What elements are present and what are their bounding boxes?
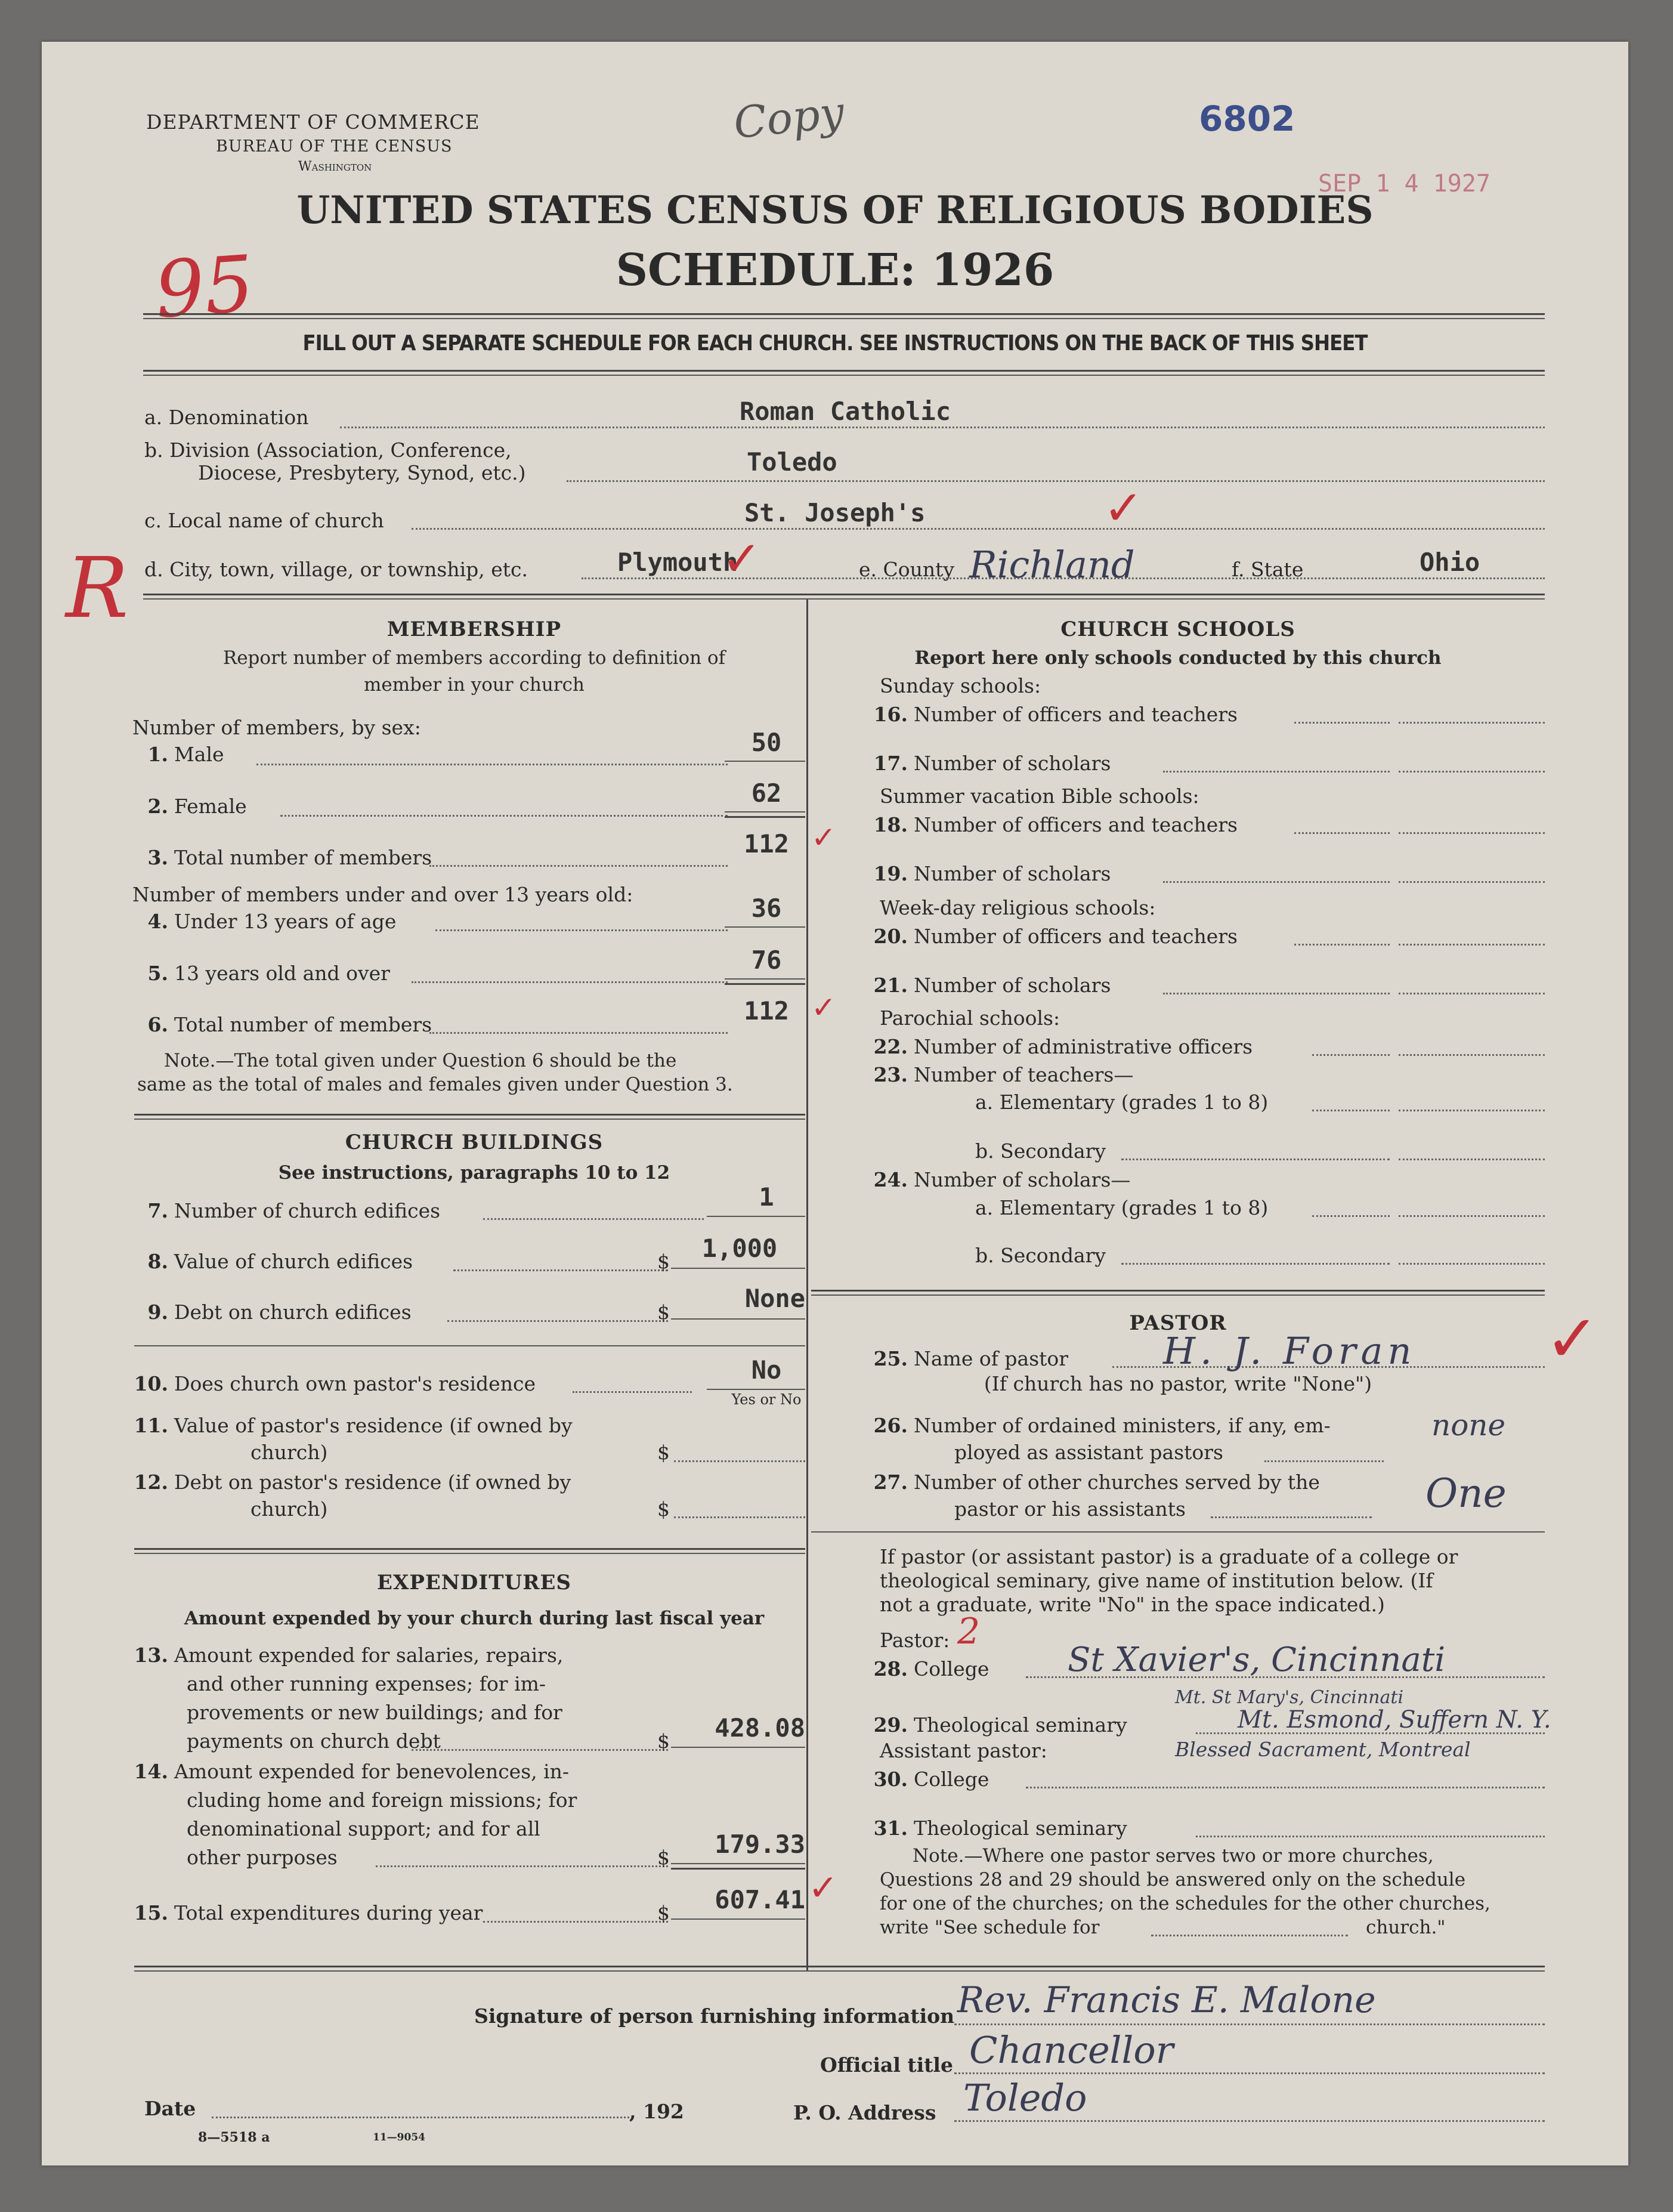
pastor-seminary-value-a[interactable]: Mt. St Mary's, Cincinnati xyxy=(1175,1687,1404,1708)
assistant-subheading: Assistant pastor: xyxy=(880,1739,1047,1762)
form-title: UNITED STATES CENSUS OF RELIGIOUS BODIES xyxy=(296,188,1374,233)
by-age-label: Number of members under and over 13 years old: xyxy=(132,883,633,906)
print-code: 11—9054 xyxy=(373,2131,425,2143)
address-label: P. O. Address xyxy=(793,2101,936,2124)
answer-line xyxy=(671,1318,805,1320)
dotted-leader xyxy=(256,764,728,765)
pastor-seminary-value-b[interactable]: Mt. Esmond, Suffern N. Y. xyxy=(1238,1706,1551,1734)
residence-value-label: Value of pastor's residence (if owned by xyxy=(174,1414,573,1437)
county-label: e. County xyxy=(859,558,955,581)
rule xyxy=(811,1531,1545,1533)
division-line xyxy=(567,480,1545,482)
teachers-secondary-label: b. Secondary xyxy=(975,1139,1106,1163)
vacation-officers-label: Number of officers and teachers xyxy=(914,813,1238,836)
answer-line xyxy=(707,1389,805,1390)
date-year-prefix: , 192 xyxy=(629,2100,684,2123)
rule xyxy=(134,1114,805,1116)
residence-value-label-cont: church) xyxy=(251,1441,328,1464)
dotted-leader xyxy=(954,2023,1545,2025)
expenditures-intro: Amount expended by your church during last fiscal year xyxy=(184,1608,765,1629)
pastor-note: Questions 28 and 29 should be answered only on the schedule xyxy=(880,1869,1466,1890)
assistant-college-field[interactable] xyxy=(1026,1787,1545,1788)
county-value[interactable]: Richland xyxy=(969,543,1135,586)
dotted-leader xyxy=(1211,1516,1372,1518)
date-field[interactable] xyxy=(212,2117,629,2118)
running-expenses-label-cont: provements or new buildings; and for xyxy=(187,1701,562,1724)
address-value[interactable]: Toledo xyxy=(963,2076,1087,2120)
weekday-scholars-field[interactable] xyxy=(1399,993,1545,994)
by-sex-label: Number of members, by sex: xyxy=(132,716,421,739)
vacation-scholars-field[interactable] xyxy=(1399,881,1545,883)
margin-r-mark: R xyxy=(66,540,129,637)
sunday-scholars-field[interactable] xyxy=(1399,771,1545,773)
dotted-leader xyxy=(280,815,728,817)
dotted-leader xyxy=(429,1032,728,1034)
rule xyxy=(143,375,1545,376)
scholars-secondary-label: b. Secondary xyxy=(975,1244,1106,1267)
scholars-elementary-label: a. Elementary (grades 1 to 8) xyxy=(975,1196,1269,1219)
dollar-sign: $ xyxy=(657,1300,670,1324)
denomination-value[interactable]: Roman Catholic xyxy=(740,397,951,426)
sunday-officers-field[interactable] xyxy=(1399,722,1545,724)
rule xyxy=(143,318,1545,319)
yes-no-hint: Yes or No xyxy=(731,1391,802,1408)
benevolences-label-cont: cluding home and foreign missions; for xyxy=(187,1788,577,1812)
other-churches-label-cont: pastor or his assistants xyxy=(954,1497,1186,1521)
sum-line xyxy=(725,983,805,985)
sum-line xyxy=(671,1868,805,1870)
answer-line xyxy=(725,761,805,762)
dollar-sign: $ xyxy=(657,1441,670,1464)
membership-note: same as the total of males and females given under Question 3. xyxy=(137,1074,733,1095)
sum-line xyxy=(725,816,805,818)
answer-line xyxy=(671,1747,805,1748)
signature-value[interactable]: Rev. Francis E. Malone xyxy=(957,1979,1376,2021)
residence-debt-label: Debt on pastor's residence (if owned by xyxy=(174,1470,571,1494)
dotted-leader xyxy=(435,929,728,931)
assistant-count-value[interactable]: none xyxy=(1431,1408,1506,1442)
teachers-elementary-field[interactable] xyxy=(1399,1110,1545,1111)
vacation-schools-label: Summer vacation Bible schools: xyxy=(880,784,1199,808)
pastor-title: PASTOR xyxy=(1129,1311,1227,1335)
female-label: Female xyxy=(174,795,247,818)
church-name-label: c. Local name of church xyxy=(144,509,384,532)
male-label: Male xyxy=(174,743,224,766)
total-members-value[interactable]: 112 xyxy=(744,829,789,858)
city-value[interactable]: Plymouth xyxy=(617,548,738,577)
pastor-note: Note.—Where one pastor serves two or more churches, xyxy=(913,1845,1434,1867)
dotted-leader xyxy=(447,1320,668,1322)
pastor-seminary-label: Theological seminary xyxy=(914,1713,1127,1737)
teachers-elementary-label: a. Elementary (grades 1 to 8) xyxy=(975,1090,1269,1114)
date-stamp: SEP 1 4 1927 xyxy=(1318,170,1490,197)
other-churches-value[interactable]: One xyxy=(1425,1470,1507,1516)
assistant-count-label-cont: ployed as assistant pastors xyxy=(954,1441,1223,1464)
dotted-leader xyxy=(483,1218,704,1220)
owns-residence-value[interactable]: No xyxy=(751,1355,782,1385)
sunday-scholars-label: Number of scholars xyxy=(914,752,1111,775)
running-expenses-label-cont: and other running expenses; for im- xyxy=(187,1672,546,1695)
dotted-leader xyxy=(954,2120,1545,2122)
expenditures-title: EXPENDITURES xyxy=(377,1571,571,1595)
total-expenditures-value[interactable]: 607.41 xyxy=(715,1885,805,1914)
date-label: Date xyxy=(144,2097,196,2120)
check-mark: ✓ xyxy=(1103,480,1144,536)
dotted-leader xyxy=(483,1921,668,1923)
pastor-college-label: College xyxy=(914,1657,989,1680)
dotted-leader xyxy=(1121,1158,1390,1160)
check-mark: ✓ xyxy=(722,531,762,586)
parochial-admins-label: Number of administrative officers xyxy=(914,1035,1253,1058)
edifices-count-value[interactable]: 1 xyxy=(759,1182,774,1212)
form-code: 8—5518 a xyxy=(198,2130,270,2145)
rule xyxy=(134,1345,805,1346)
official-title-label: Official title xyxy=(820,2053,953,2077)
dollar-sign: $ xyxy=(657,1250,670,1273)
see-schedule-field[interactable] xyxy=(1151,1935,1348,1936)
running-expenses-value[interactable]: 428.08 xyxy=(715,1713,805,1743)
edifices-debt-value[interactable]: None xyxy=(744,1284,805,1313)
pastor-name-label: Name of pastor xyxy=(914,1347,1069,1370)
male-value[interactable]: 50 xyxy=(751,728,782,757)
schools-intro: Report here only schools conducted by this church xyxy=(914,647,1442,669)
dotted-leader xyxy=(412,1749,668,1751)
church-name-line xyxy=(412,528,1545,530)
under-13-value[interactable]: 36 xyxy=(751,894,782,923)
rule xyxy=(811,1290,1545,1292)
assistant-count-label: Number of ordained ministers, if any, em- xyxy=(914,1414,1331,1437)
assistant-seminary-field[interactable] xyxy=(1196,1836,1545,1837)
parochial-teachers-label: Number of teachers— xyxy=(914,1063,1134,1086)
weekday-officers-field[interactable] xyxy=(1399,944,1545,946)
dollar-sign: $ xyxy=(657,1846,670,1869)
pastor-subheading: Pastor: xyxy=(880,1629,950,1652)
rule xyxy=(143,370,1545,372)
edifices-count-label: Number of church edifices xyxy=(174,1199,441,1222)
membership-note: Note.—The total given under Question 6 should be the xyxy=(164,1050,677,1071)
pastor-note: write "See schedule for xyxy=(880,1917,1100,1938)
denomination-line xyxy=(340,427,1545,428)
pastor-note: church." xyxy=(1366,1917,1446,1938)
answer-line xyxy=(671,1918,805,1920)
graduate-instruction: theological seminary, give name of institution below. (If xyxy=(880,1569,1433,1592)
division-value[interactable]: Toledo xyxy=(747,447,837,477)
rule xyxy=(134,1553,805,1554)
total-members-age-label: Total number of members xyxy=(174,1013,432,1036)
vacation-officers-field[interactable] xyxy=(1399,832,1545,834)
dotted-leader xyxy=(429,865,728,867)
dotted-leader xyxy=(1121,1263,1390,1265)
answer-line xyxy=(725,978,805,980)
dotted-leader xyxy=(1312,1110,1390,1111)
dollar-sign: $ xyxy=(657,1729,670,1753)
membership-title: MEMBERSHIP xyxy=(386,617,562,641)
dotted-leader xyxy=(1294,944,1390,946)
bureau-name: BUREAU OF THE CENSUS xyxy=(216,137,453,156)
sunday-officers-label: Number of officers and teachers xyxy=(914,703,1238,726)
division-label: b. Division (Association, Conference, xyxy=(144,438,512,462)
answer-line xyxy=(725,926,805,928)
residence-debt-field[interactable] xyxy=(674,1516,805,1518)
city-line xyxy=(582,577,1545,579)
assistant-college-label: College xyxy=(914,1768,989,1791)
division-label-cont: Diocese, Presbytery, Synod, etc.) xyxy=(198,461,526,484)
check-mark: ✓ xyxy=(1545,1300,1600,1377)
dotted-leader xyxy=(573,1391,692,1393)
over-13-value[interactable]: 76 xyxy=(751,946,782,975)
rule xyxy=(134,1966,1545,1967)
buildings-intro: See instructions, paragraphs 10 to 12 xyxy=(278,1162,670,1184)
weekday-officers-label: Number of officers and teachers xyxy=(914,925,1238,948)
rule xyxy=(811,1295,1545,1296)
signature-label: Signature of person furnishing information xyxy=(474,2004,955,2028)
benevolences-value[interactable]: 179.33 xyxy=(715,1830,805,1859)
dotted-leader xyxy=(412,981,728,983)
rule xyxy=(134,1119,805,1120)
copy-note: Copy xyxy=(731,86,847,149)
pastor-note: for one of the churches; on the schedules for the other churches, xyxy=(880,1893,1490,1914)
pastor-mark: 2 xyxy=(957,1611,981,1652)
dotted-leader xyxy=(954,2072,1545,2074)
census-schedule-sheet: DEPARTMENT OF COMMERCE BUREAU OF THE CENSUS Washington Copy 6802 SEP 1 4 1927 95 UNITED STATES CENSUS OF RELIGIOUS BODIES SCHEDULE: 1926 FILL OUT A SEPARATE SCHEDULE FOR EACH CHURCH. SEE INSTRUCTIONS ON THE BACK OF THIS SHEET a. Denomination Roman Catholic b. Division (Association, Conference, Diocese, Presbytery, Synod, etc.) Toledo c. Local name of church St. Joseph's ✓ d. City, town, village, or township, etc. Plymouth ✓ e. County Richland f. State Ohio R MEMBERSHIP Report number of members according to definition of member in your church Number of members, by sex: 1. Male 50 2. Female 62 3. Total number of members 112 ✓ Number of members under and over 13 years old: 4. Under 13 years of age 36 5. 13 years old and over 76 6. Total number of members 112 ✓ Note.—The total given under Question 6 should be the same as the total of males and females given under Question 3. CHURCH BUILDINGS See instructions, paragraphs 10 to 12 7. Number of church edifices 1 8. Value of church edifices $ 1,000 9. Debt on church edifices $ None 10. Does church own pastor's residence No Yes or No 11. Value of pastor's residence (if owned by church) $ 12. Debt on pastor's residence (if owned by church) $ EXPENDITURES Amount expended by your church during last fiscal year 13. Amount expended for salaries, repairs, and other running expenses; for im- provements or new buildings; and for payments on church debt $ 428.08 14. Amount expended for benevolences, in- cluding home and foreign missions; for denominational support; and for all other purposes $ 179.33 15. Total expenditures during year $ 607.41 ✓ CHURCH SCHOOLS Report here only schools conducted by this church Sunday schools: 16. Number of officers and teachers 17. Number of scholars Summer vacation Bible schools: 18. Number of officers and teachers 19. Number of scholars Week-day religious schools: 20. Number of officers and teachers 21. Number of scholars Parochial schools: 22. Number of administrative officers 23. Number of teachers— a. Elementary (grades 1 to 8) b. Secondary 24. Number of scholars— a. Elementary (grades 1 to 8) b. Secondary PASTOR 25. Name of pastor H. J. Foran ✓ (If church has no pastor, write "None") 26. Number of ordained ministers, if any, em- ployed as assistant pastors none 27. Number of other churches served by the pastor or his assistants One If pastor (or assistant pastor) is a graduate of a college or theological seminary, give name of institution below. (If not a graduate, write "No" in the space indicated.) Pastor: 2 28. College St Xavier's, Cincinnati Mt. St Mary's, Cincinnati 29. Theological seminary Mt. Esmond, Suffern N. Y. Blessed Sacrament, Montreal Assistant pastor: 30. College 31. Theological seminary Note.—Where one pastor serves two or more churches, Questions 28 and 29 should be answered only on the schedule for one of the churches; on the schedules for the other churches, write "See schedule for church." Signature of person furnishing information Rev. Francis E. Malone Official title Chancellor P. O. Address Toledo Date , 192 8—5518 a 11—9054 xyxy=(42,42,1628,2165)
state-value[interactable]: Ohio xyxy=(1420,548,1480,577)
over-13-label: 13 years old and over xyxy=(174,962,390,985)
department-name: DEPARTMENT OF COMMERCE xyxy=(146,110,480,134)
serial-number: 6802 xyxy=(1199,98,1295,139)
weekday-schools-label: Week-day religious schools: xyxy=(880,896,1156,919)
membership-intro: member in your church xyxy=(364,674,585,696)
dotted-leader xyxy=(1294,832,1390,834)
dotted-leader xyxy=(1312,1215,1390,1217)
dotted-leader xyxy=(453,1269,668,1271)
dollar-sign: $ xyxy=(657,1901,670,1924)
edifices-debt-label: Debt on church edifices xyxy=(174,1300,412,1324)
answer-line xyxy=(671,1268,805,1269)
pastor-seminary-value-c[interactable]: Blessed Sacrament, Montreal xyxy=(1175,1738,1471,1761)
column-divider xyxy=(806,600,808,1972)
form-instruction: FILL OUT A SEPARATE SCHEDULE FOR EACH CHURCH. SEE INSTRUCTIONS ON THE BACK OF THIS SHEET xyxy=(302,331,1368,356)
residence-debt-label-cont: church) xyxy=(251,1497,328,1521)
answer-line xyxy=(707,1216,805,1217)
pastor-college-value[interactable]: St Xavier's, Cincinnati xyxy=(1068,1641,1446,1679)
schools-title: CHURCH SCHOOLS xyxy=(1060,617,1295,641)
edifices-value-value[interactable]: 1,000 xyxy=(701,1234,778,1263)
dotted-leader xyxy=(1294,722,1390,724)
form-subtitle: SCHEDULE: 1926 xyxy=(616,245,1054,296)
dotted-leader xyxy=(1264,1460,1384,1462)
pastor-name-hint: (If church has no pastor, write "None") xyxy=(984,1372,1372,1395)
parochial-admins-field[interactable] xyxy=(1399,1054,1545,1056)
scholars-elementary-field[interactable] xyxy=(1399,1215,1545,1217)
graduate-instruction: If pastor (or assistant pastor) is a graduate of a college or xyxy=(880,1545,1458,1568)
dotted-leader xyxy=(1312,1054,1390,1056)
vacation-scholars-label: Number of scholars xyxy=(914,862,1111,885)
assistant-seminary-label: Theological seminary xyxy=(914,1816,1127,1840)
rule xyxy=(143,598,1545,600)
running-expenses-label: Amount expended for salaries, repairs, xyxy=(174,1643,564,1667)
answer-line xyxy=(671,1863,805,1864)
residence-value-field[interactable] xyxy=(674,1460,805,1462)
scholars-secondary-field[interactable] xyxy=(1399,1263,1545,1265)
pastor-name-value[interactable]: H. J. Foran xyxy=(1163,1329,1417,1373)
total-members-label: Total number of members xyxy=(174,846,432,869)
edifices-value-label: Value of church edifices xyxy=(174,1250,413,1273)
rule xyxy=(143,594,1545,595)
check-mark: ✓ xyxy=(811,990,836,1025)
rule xyxy=(134,1970,1545,1972)
dotted-leader xyxy=(1163,771,1390,773)
check-mark: ✓ xyxy=(808,1867,839,1909)
teachers-secondary-field[interactable] xyxy=(1399,1158,1545,1160)
parochial-schools-label: Parochial schools: xyxy=(880,1006,1060,1030)
dotted-leader xyxy=(376,1865,668,1867)
benevolences-label-cont: denominational support; and for all xyxy=(187,1817,540,1840)
running-expenses-label-cont: payments on church debt xyxy=(187,1729,441,1753)
city-label: d. City, town, village, or township, etc. xyxy=(144,558,528,581)
state-label: f. State xyxy=(1232,558,1304,581)
membership-intro: Report number of members according to definition of xyxy=(222,647,726,669)
church-name-value[interactable]: St. Joseph's xyxy=(744,498,926,527)
official-title-value[interactable]: Chancellor xyxy=(969,2028,1174,2072)
weekday-scholars-label: Number of scholars xyxy=(914,974,1111,997)
city-name: Washington xyxy=(298,159,372,174)
denomination-label: a. Denomination xyxy=(144,406,309,429)
dotted-leader xyxy=(1163,993,1390,994)
benevolences-label-cont: other purposes xyxy=(187,1846,338,1869)
other-churches-label: Number of other churches served by the xyxy=(914,1470,1320,1494)
rule xyxy=(134,1548,805,1550)
graduate-instruction: not a graduate, write "No" in the space indicated.) xyxy=(880,1593,1385,1616)
parochial-scholars-label: Number of scholars— xyxy=(914,1168,1131,1191)
total-members-age-value[interactable]: 112 xyxy=(744,996,789,1025)
dotted-leader xyxy=(1163,881,1390,883)
benevolences-label: Amount expended for benevolences, in- xyxy=(174,1760,570,1783)
margin-number: 95 xyxy=(151,238,257,336)
under-13-label: Under 13 years of age xyxy=(174,910,397,933)
female-value[interactable]: 62 xyxy=(751,778,782,808)
buildings-title: CHURCH BUILDINGS xyxy=(345,1130,604,1154)
sunday-schools-label: Sunday schools: xyxy=(880,674,1041,697)
dollar-sign: $ xyxy=(657,1497,670,1521)
owns-residence-label: Does church own pastor's residence xyxy=(174,1372,536,1395)
check-mark: ✓ xyxy=(811,820,836,855)
answer-line xyxy=(725,811,805,812)
total-expenditures-label: Total expenditures during year xyxy=(174,1901,483,1924)
rule xyxy=(143,313,1545,315)
